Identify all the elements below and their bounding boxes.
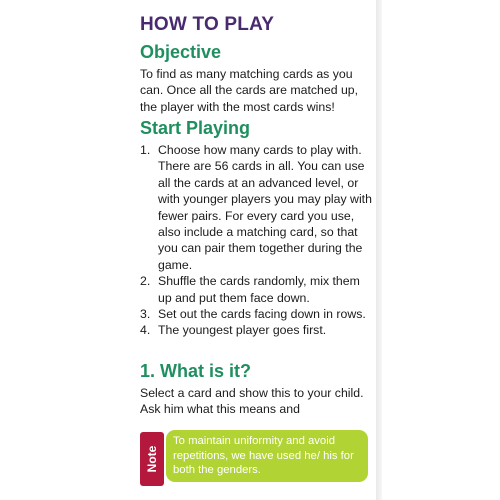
page-title: HOW TO PLAY [140, 14, 275, 35]
step-item [140, 322, 376, 338]
objective-heading: Objective [140, 42, 222, 62]
step-number: 4. [140, 323, 151, 338]
note-label: Note [145, 445, 159, 473]
step-number: 1. [140, 143, 151, 157]
step-item [140, 142, 376, 273]
step-text: The youngest player goes first. [158, 323, 327, 338]
step-number: 3. [140, 307, 151, 322]
step-item [140, 306, 376, 322]
start-playing-heading: Start Playing [140, 118, 251, 138]
objective-text: To find as many matching cards as you can. Once all the cards are matched up, the player with the most cards wins! [140, 67, 359, 114]
card-edge-shadow [376, 0, 382, 500]
what-is-it-text: Select a card and show this to your child. Ask him what this means and [140, 386, 364, 417]
step-text: Choose how many cards to play with. There are 56 cards in all. You can use all the cards at an advanced level, or with younger players you may play with fewer pairs. For every card you use, also include a matching card, so that you can pair them together during the game. [158, 143, 372, 272]
step-number: 2. [140, 274, 151, 289]
note-tab [140, 432, 164, 486]
note-box [166, 430, 368, 482]
steps-list [140, 142, 376, 339]
note-text: To maintain uniformity and avoid repetitions, we have used he/ his for both the genders. [173, 435, 354, 477]
step-item [140, 273, 376, 306]
step-text: Shuffle the cards randomly, mix them up and put them face down. [158, 274, 360, 305]
what-is-it-heading: 1. What is it? [140, 361, 252, 381]
step-text: Set out the cards facing down in rows. [158, 307, 366, 322]
instruction-card [118, 0, 376, 500]
